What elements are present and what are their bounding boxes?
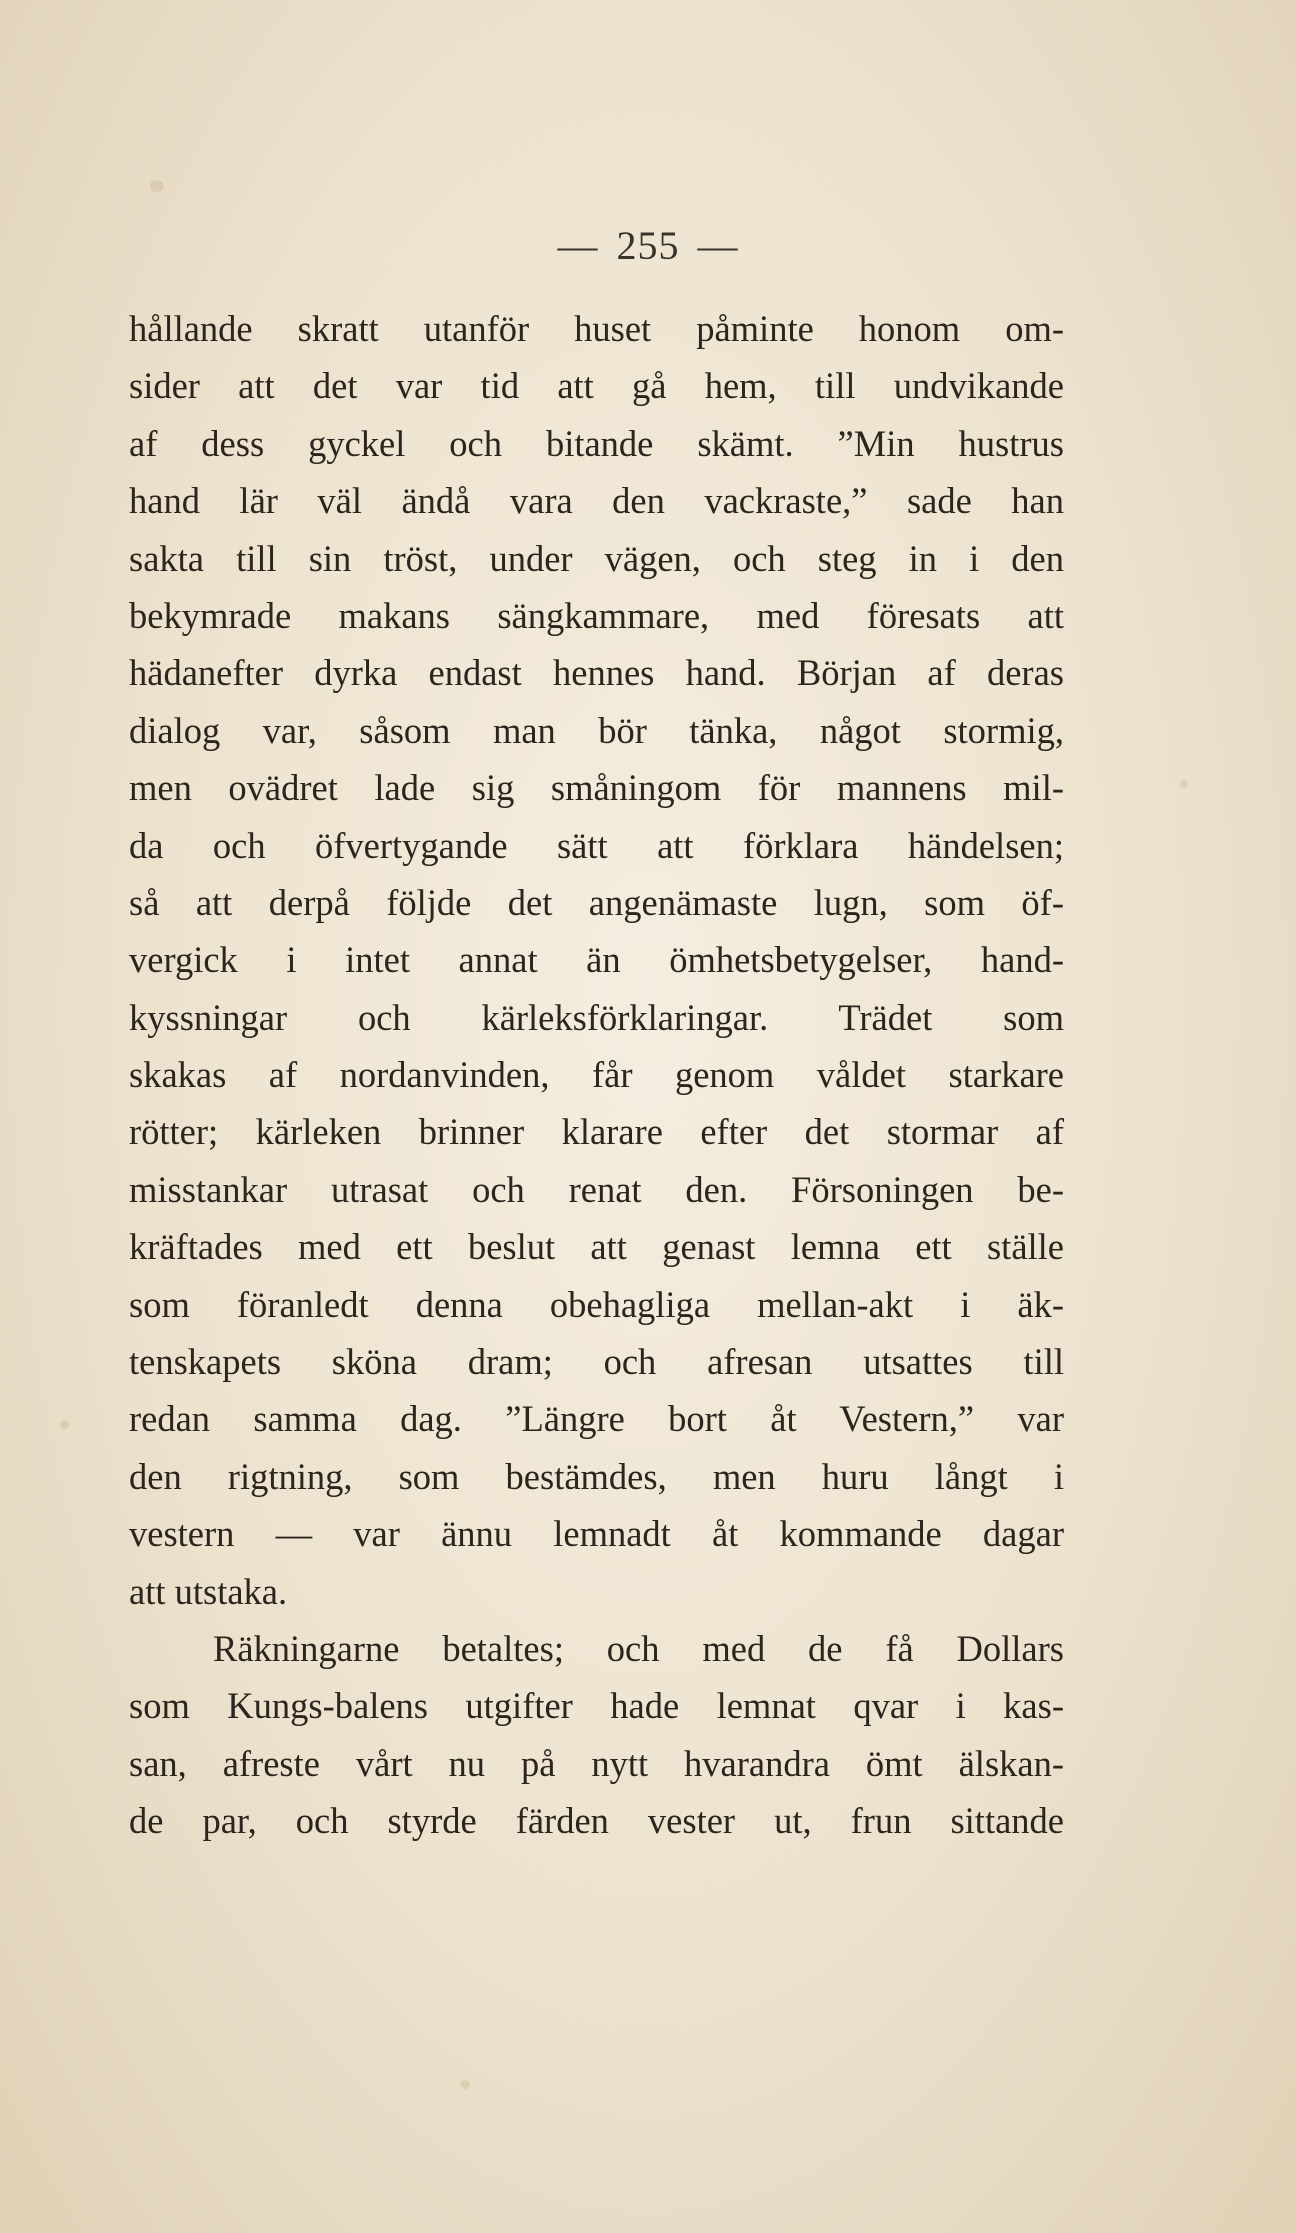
text-line: hand lär väl ändå vara den vackraste,” sade han bbox=[129, 480, 1064, 522]
text-line: vergick i intet annat än ömhetsbetygelser, hand- bbox=[129, 939, 1064, 981]
text-line: redan samma dag. ”Längre bort åt Vestern,” var bbox=[129, 1398, 1064, 1440]
page-number-dash-left: — bbox=[557, 223, 599, 268]
text-line: hädanefter dyrka endast hennes hand. Början af deras bbox=[129, 652, 1064, 694]
text-line: af dess gyckel och bitande skämt. ”Min hustrus bbox=[129, 422, 1064, 464]
page-number-header bbox=[0, 222, 1296, 269]
text-line: tenskapets sköna dram; och afresan utsattes till bbox=[129, 1341, 1064, 1383]
text-line: de par, och styrde färden vester ut, frun sittande bbox=[129, 1800, 1064, 1842]
body-text bbox=[129, 300, 1064, 1850]
text-line: dialog var, såsom man bör tänka, något stormig, bbox=[129, 709, 1064, 751]
page-number: 255 bbox=[616, 223, 680, 268]
text-line: kräftades med ett beslut att genast lemna ett ställe bbox=[129, 1226, 1064, 1268]
text-line: som Kungs-balens utgifter hade lemnat qvar i kas- bbox=[129, 1685, 1064, 1727]
text-line: san, afreste vårt nu på nytt hvarandra ömt älskan- bbox=[129, 1742, 1064, 1784]
text-line: rötter; kärleken brinner klarare efter det stormar af bbox=[129, 1111, 1064, 1153]
paper-stain bbox=[1180, 780, 1188, 788]
text-line: som föranledt denna obehagliga mellan-akt i äk- bbox=[129, 1283, 1064, 1325]
text-line: hållande skratt utanför huset påminte honom om- bbox=[129, 308, 1064, 349]
text-line: sakta till sin tröst, under vägen, och steg in i den bbox=[129, 537, 1064, 579]
text-line: den rigtning, som bestämdes, men huru långt i bbox=[129, 1455, 1064, 1497]
text-line: så att derpå följde det angenämaste lugn, som öf- bbox=[129, 881, 1064, 923]
text-line: skakas af nordanvinden, får genom våldet starkare bbox=[129, 1054, 1064, 1096]
text-line-paragraph-end: att utstaka. bbox=[129, 1570, 288, 1612]
text-line: men ovädret lade sig småningom för mannens mil- bbox=[129, 767, 1064, 809]
text-line: sider att det var tid att gå hem, till undvikande bbox=[129, 365, 1064, 407]
paper-stain bbox=[150, 180, 164, 192]
text-line: misstankar utrasat och renat den. Försoningen be- bbox=[129, 1168, 1064, 1210]
text-line: da och öfvertygande sätt att förklara händelsen; bbox=[129, 824, 1064, 866]
text-line: kyssningar och kärleksförklaringar. Trädet som bbox=[129, 996, 1064, 1038]
page-number-dash-right: — bbox=[697, 223, 739, 268]
paper-stain bbox=[460, 2080, 470, 2089]
text-line: vestern — var ännu lemnadt åt kommande dagar bbox=[129, 1513, 1064, 1555]
text-line: bekymrade makans sängkammare, med föresats att bbox=[129, 594, 1064, 636]
text-line-paragraph-start: Räkningarne betaltes; och med de få Dollars bbox=[213, 1627, 1064, 1669]
paper-stain bbox=[60, 1420, 69, 1429]
